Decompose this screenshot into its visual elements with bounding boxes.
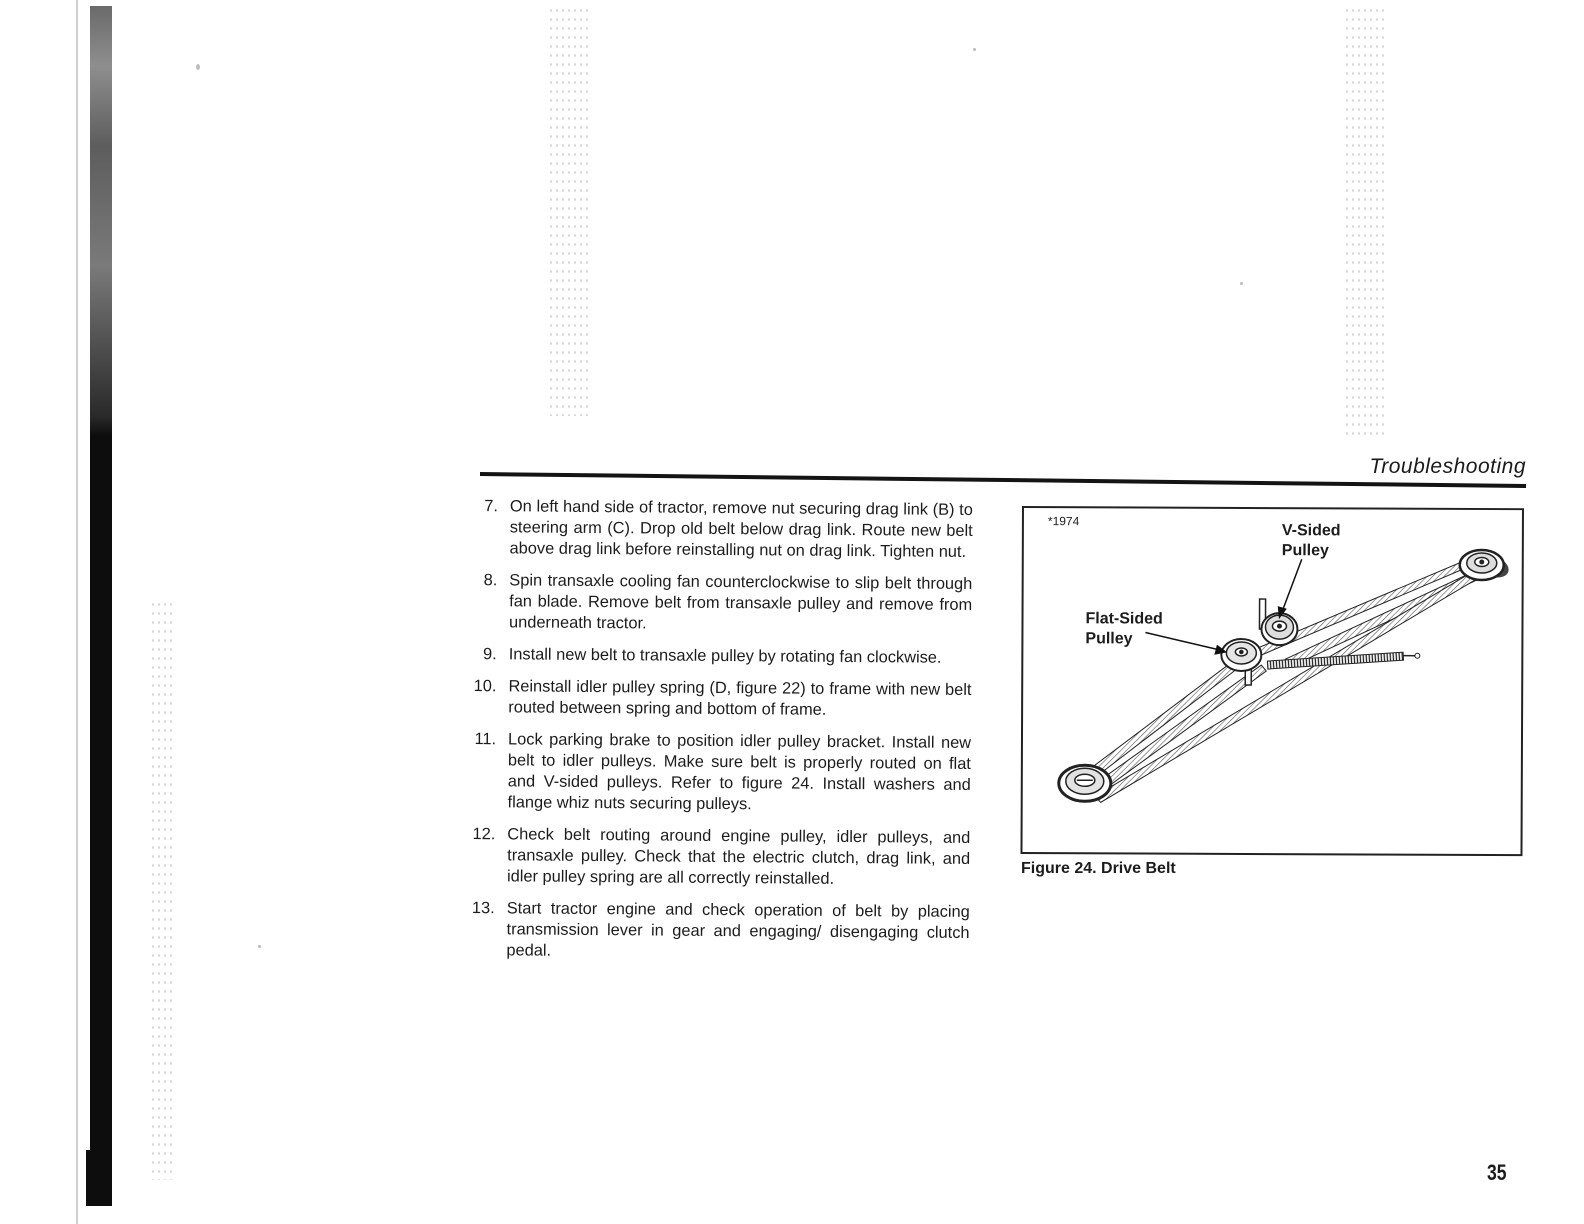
figure-drive-belt [1020,506,1524,856]
step-number: 7. [484,497,498,516]
step-text: Start tractor engine and check operation of belt by placing transmission lever in gear and engaging/ disengaging clutch pedal. [506,899,970,960]
step-number: 9. [483,645,497,664]
step-number: 10. [473,677,497,696]
step-item [466,729,972,817]
step-item [464,898,969,965]
step-number: 13. [471,899,495,918]
speck [258,945,261,948]
flat-sided-pulley-label: Flat-Sided Pulley [1085,610,1163,648]
figure-code: *1974 [1047,514,1080,529]
step-text: Spin transaxle cooling fan counterclockwise to slip belt through fan blade. Remove belt from transaxle pulley and remove from underneath tractor. [508,571,973,633]
speck [973,48,976,51]
step-number: 12. [472,825,496,844]
step-item [467,644,972,669]
speck [1240,282,1243,285]
instruction-steps [464,496,973,976]
step-text: Reinstall idler pulley spring (D, figure 22) to frame with new belt routed between spring and bottom of frame. [508,677,972,719]
binding-edge-line [76,0,78,1224]
step-item [467,570,972,637]
header-rule [480,472,1526,490]
step-text: Lock parking brake to position idler pulley bracket. Install new belt to idler pulleys. Make sure belt is properly routed on flat and V-sided pulleys. Refer to figure 24. Install washers and flange whiz nuts securing pulleys. [507,730,972,814]
v-sided-pulley-label: V-Sided Pulley [1281,522,1341,560]
step-number: 8. [483,571,498,590]
step-item [465,824,970,891]
step-number: 11. [474,730,497,749]
drive-belt [1068,554,1506,804]
bleed-through-column [1344,6,1388,436]
step-item [466,676,971,722]
page-number: 35 [1487,1160,1507,1185]
speck [196,64,200,70]
binding-edge-notch [86,1150,96,1206]
bleed-through-column [548,6,592,416]
transaxle-pulley-icon [1460,550,1504,580]
step-text: Check belt routing around engine pulley, idler pulleys, and transaxle pulley. Check that the electric clutch, drag link, and idler pulley spring are all correctly reinstalled. [506,825,971,888]
flat-sided-pulley-icon [1221,639,1261,671]
step-item [468,496,973,563]
drive-belt-diagram [1022,508,1521,854]
bleed-through-column [150,600,172,1180]
step-text: On left hand side of tractor, remove nut securing drag link (B) to steering arm (C). Drop old belt below drag link. Route new belt above drag link before reinstalling nut on drag link. Tighten nut. [509,497,973,561]
engine-pulley-icon [1059,765,1111,801]
figure-caption: Figure 24. Drive Belt [1021,860,1176,877]
step-text: Install new belt to transaxle pulley by rotating fan clockwise. [508,645,942,667]
section-title: Troubleshooting [1369,455,1526,478]
binding-edge [90,6,112,1206]
